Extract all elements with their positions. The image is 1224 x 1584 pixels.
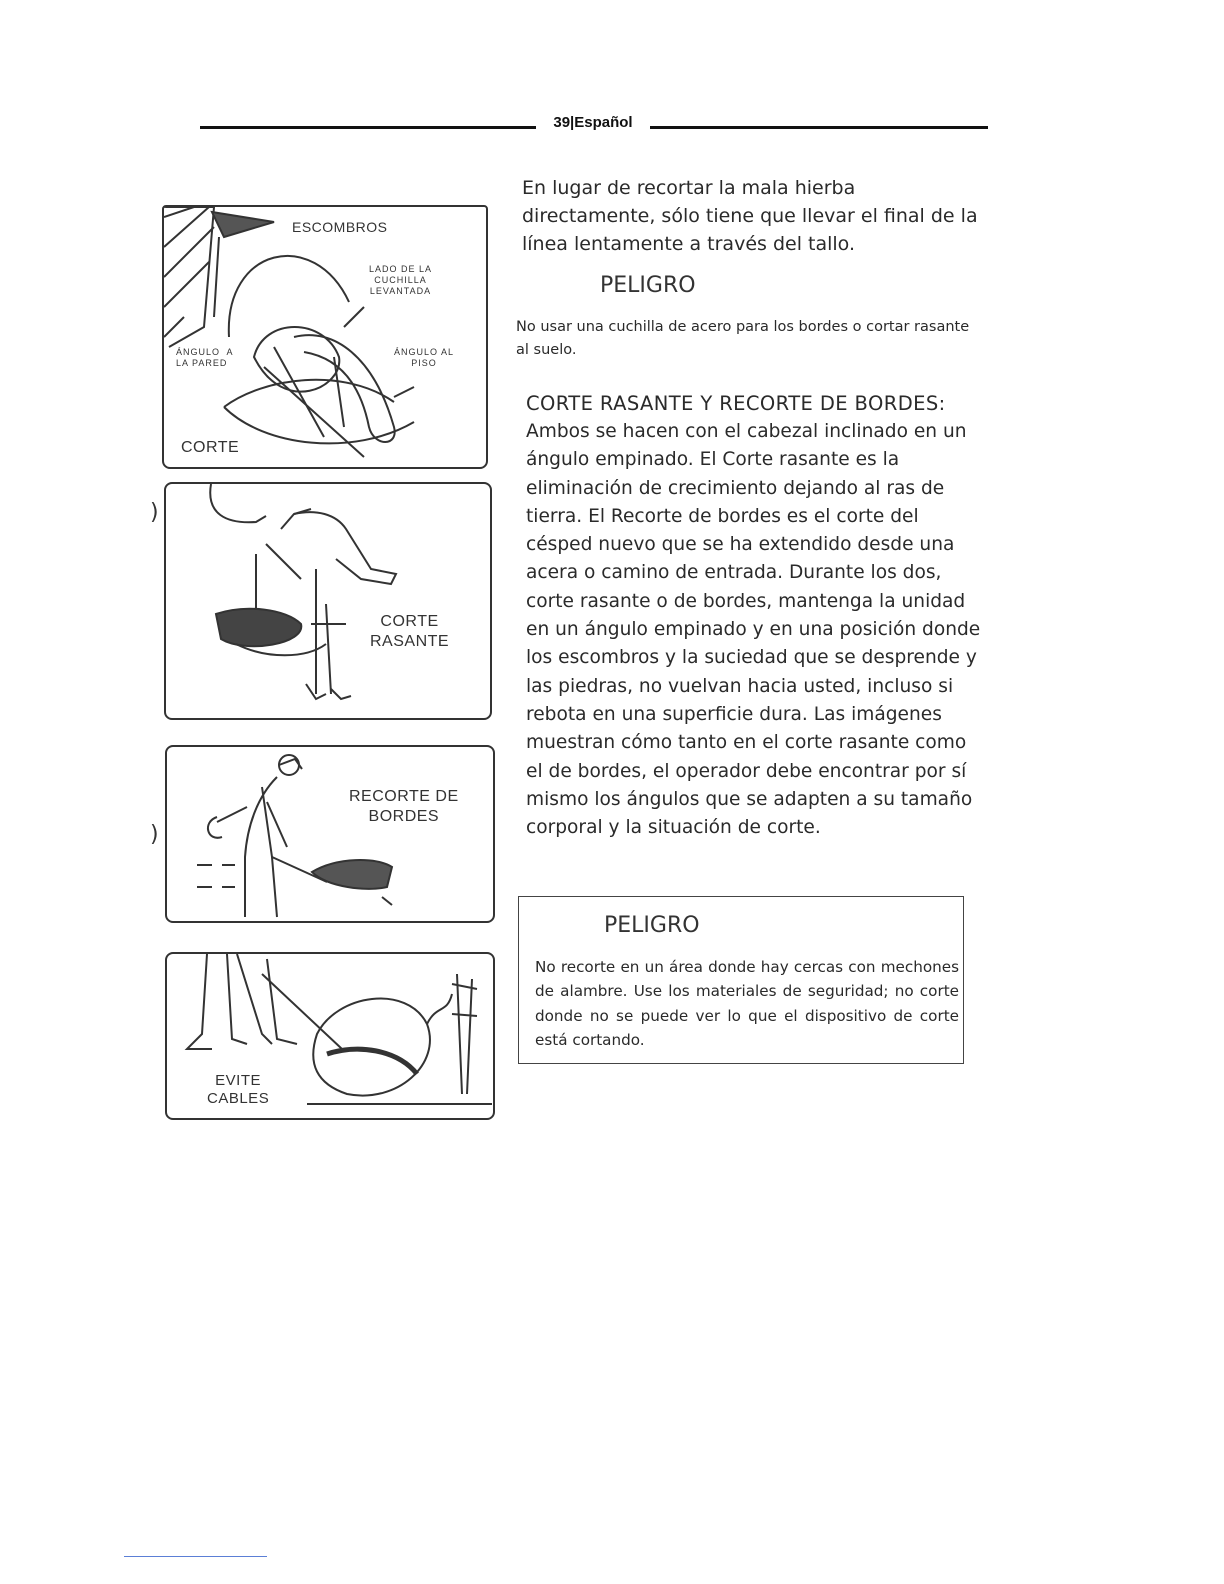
page-header bbox=[200, 112, 988, 140]
page-number-title: 39|Español bbox=[553, 114, 633, 131]
header-rule-left bbox=[200, 126, 536, 129]
label-escombros: ESCOMBROS bbox=[292, 219, 388, 235]
label-angle-floor: ÁNGULO AL PISO bbox=[394, 347, 455, 368]
danger-text-1: No usar una cuchilla de acero para los bordes o cortar rasante al suelo. bbox=[516, 319, 970, 358]
section-body: Ambos se hacen con el cabezal inclinado en un ángulo empinado. El Corte rasante es la eliminación de crecimiento dejando al ras de tierra. El Recorte de bordes es el corte del césped nuevo que se ha extendido desde una acera o camino de entrada. Durante los dos, corte rasante o de bordes, mantenga la unidad en un ángulo empinado y en una posición donde los escombros y la suciedad que se desprende y las piedras, no vuelvan hacia usted, incluso si rebota en una superficie dura. Las imágenes muestran cómo tanto en el corte rasante como el de bordes, el operador debe encontrar por sí mismo los ángulos que se adapten a su tamaño corporal y la situación de corte. bbox=[526, 421, 981, 839]
caption-evite-cables: EVITE CABLES bbox=[207, 1072, 270, 1107]
margin-mark: ) bbox=[150, 822, 159, 847]
figure-scalping bbox=[164, 482, 492, 720]
figure-avoid-cables bbox=[165, 952, 495, 1120]
footer-line bbox=[124, 1556, 267, 1557]
header-rule-right bbox=[650, 126, 988, 129]
danger-text-2: No recorte en un área donde hay cercas con mechones de alambre. Use los materiales de seguridad; no corte donde no se puede ver lo que el dispositivo de corte está cortando. bbox=[535, 958, 959, 1049]
trimmer-angle-illustration bbox=[164, 207, 486, 467]
danger-title-2: PELIGRO bbox=[604, 913, 700, 938]
section-title: CORTE RASANTE Y RECORTE DE BORDES: bbox=[526, 392, 946, 415]
caption-recorte-de-bordes: RECORTE DE BORDES bbox=[349, 788, 459, 825]
caption-corte-rasante: CORTE RASANTE bbox=[370, 613, 450, 650]
figure-edging bbox=[165, 745, 495, 923]
scalping-illustration bbox=[166, 484, 490, 718]
label-blade-side: LADO DE LA CUCHILLA LEVANTADA bbox=[369, 264, 433, 296]
margin-mark: ) bbox=[150, 500, 159, 525]
figure-debris-angles bbox=[162, 205, 488, 469]
intro-paragraph: En lugar de recortar la mala hierba directamente, sólo tiene que llevar el final de la línea lentamente a través del tallo. bbox=[522, 177, 978, 255]
danger-title-1: PELIGRO bbox=[600, 273, 696, 298]
caption-corte: CORTE bbox=[181, 439, 240, 456]
danger-box bbox=[518, 896, 964, 1064]
edging-illustration bbox=[167, 747, 493, 921]
label-angle-wall: ÁNGULO A LA PARED bbox=[176, 347, 234, 368]
